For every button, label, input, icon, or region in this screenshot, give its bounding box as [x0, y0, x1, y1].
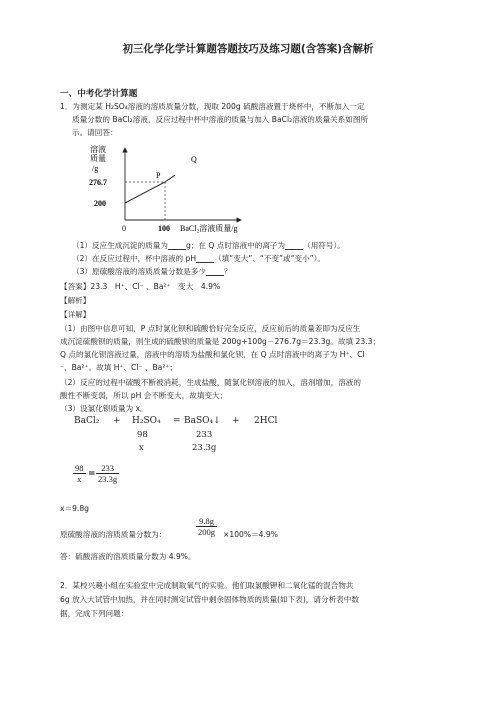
eq-equals: =	[173, 416, 181, 426]
proportion-left: $\frac{98}{x}$	[75, 463, 84, 484]
y-axis-label-2: 质量	[90, 154, 106, 163]
y-tick-276: 276.7	[89, 178, 107, 187]
q2-line-2: 6g 放入大试管中加热，并在同时测定试管中剩余固体物质的质量(如下表)，请分析表中数	[60, 595, 359, 604]
section-heading: 一、中考化学计算题	[60, 89, 138, 99]
proportion-right: $\frac{233}{23.3g}$	[98, 463, 118, 484]
detail-line-6: 酸性不断变弱，所以 pH 会不断变大，故填变大；	[60, 391, 228, 400]
document-title: 初三化学化学计算题答题技巧及练习题(含答案)含解析	[122, 43, 374, 55]
eq-reactant-2: H₂SO₄	[132, 416, 161, 426]
detail-line-7: （3）设氯化钡质量为 x。	[60, 404, 148, 413]
detail-line-2: 成沉淀硫酸钡的质量，则生成的硫酸钡的质量是 200g+100g－276.7g＝23.3g。故填 23.3；	[60, 337, 381, 346]
detail-tag: 【详解】	[60, 310, 91, 319]
x-result: x＝9.8g	[60, 504, 89, 513]
eq-var-23: 23.3g	[192, 443, 217, 453]
q2-line-3: 据，完成下列问题：	[60, 609, 129, 618]
eq-reactant-1: BaCl₂	[74, 416, 100, 426]
detail-line-5: （2）反应的过程中硫酸不断被消耗，生成盐酸，随氯化钡溶液的加入，溶剂增加，溶液的	[60, 378, 361, 387]
analysis-tag: 【解析】	[60, 296, 91, 305]
detail-line-4: ⁻、Ba²⁺。故填 H⁺、Cl⁻ 、Ba²⁺；	[60, 363, 177, 372]
y-tick-200: 200	[94, 199, 106, 208]
point-label-p: P	[156, 171, 161, 180]
final-answer: 答：硫酸溶液的溶质质量分数为 4.9%。	[60, 552, 196, 561]
eq-product-2: 2HCl	[254, 416, 278, 426]
x-tick-0: 0	[122, 224, 126, 233]
x-tick-100: 100	[158, 224, 170, 233]
detail-line-1: （1）由图中信息可知，P 点时氯化钡和硫酸恰好完全反应，反应前后的质量差即为反应生	[60, 324, 361, 333]
answer-line: 【答案】23.3 H⁺、Cl⁻ 、Ba²⁺ 变大 4.9%	[60, 282, 221, 291]
proportion-equals: =	[88, 469, 96, 479]
eq-mass-98: 98	[137, 430, 148, 440]
fraction-suffix: ×100%＝4.9%	[223, 530, 278, 539]
q1-sub-1: （1）反应生成沉淀的质量为 g；在 Q 点时溶液中的离子为 （用符号）。	[72, 241, 345, 250]
y-axis-label-1: 溶液	[90, 145, 106, 154]
point-label-q: Q	[191, 155, 197, 164]
mass-chart	[76, 140, 276, 240]
series-line	[125, 175, 175, 203]
q2-line-1: 2．某校兴趣小组在实验室中完成制取氧气的实验。他们取氯酸钾和二氧化锰的混合物共	[60, 581, 354, 590]
detail-line-3: Q 点的氯化钡溶液过量，溶液中的溶质为盐酸和氯化钡，在 Q 点时溶液中的离子为 H⁺、Cl	[60, 350, 365, 359]
q1-line-1: 1．为测定某 H₂SO₄溶液的溶质质量分数，现取 200g 硫酸溶液置于烧杯中，不断加入一定	[60, 102, 365, 111]
eq-product-1: BaSO₄↓	[184, 416, 221, 426]
q1-sub-3: （3）原硫酸溶液的溶质质量分数是多少 ？	[72, 267, 232, 276]
fraction-mass: $\frac{9.8g}{200g}$	[198, 516, 215, 537]
eq-plus-1: +	[113, 416, 121, 426]
y-axis-label-3: /g	[92, 164, 99, 173]
eq-plus-2: +	[232, 416, 240, 426]
q1-line-3: 示。请回答：	[72, 128, 118, 137]
q1-sub-2: （2）在反应过程中，杯中溶液的 pH （填“变大”、“不变”或“变小”）。	[72, 254, 326, 263]
fraction-prefix: 原硫酸溶液的溶质质量分数为：	[60, 530, 167, 539]
eq-mass-233: 233	[196, 430, 213, 440]
eq-var-x: x	[139, 443, 144, 453]
q1-line-2: 质量分数的 BaCl₂溶液，反应过程中杯中溶液的质量与加入 BaCl₂溶液的质量关系如图所	[72, 115, 369, 124]
x-axis-label: BaCl₂溶液质量/g	[180, 224, 238, 233]
